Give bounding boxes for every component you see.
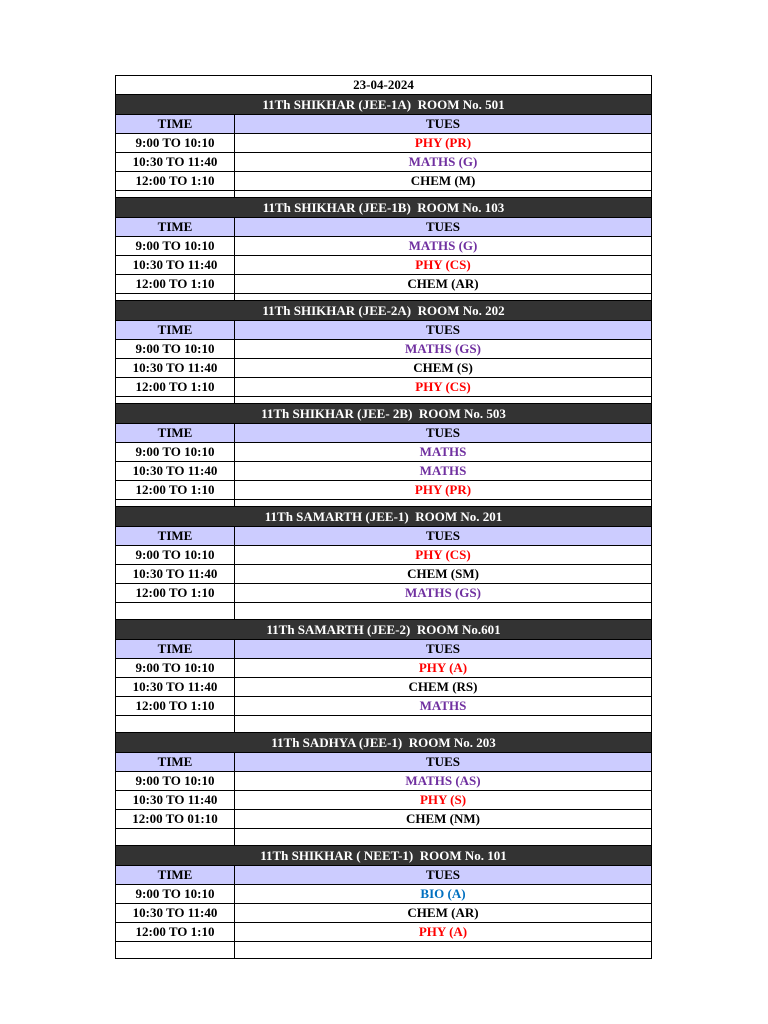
day-column-header: TUES bbox=[426, 116, 460, 131]
spacer-cell bbox=[116, 500, 235, 506]
column-header-row bbox=[116, 423, 651, 442]
table-row bbox=[116, 442, 651, 461]
section-header bbox=[116, 403, 651, 423]
slot-subject: PHY (CS) bbox=[415, 257, 471, 272]
table-row bbox=[116, 583, 651, 602]
column-header-row bbox=[116, 526, 651, 545]
slot-subject: MATHS (GS) bbox=[405, 341, 481, 356]
day-column-header: TUES bbox=[426, 322, 460, 337]
day-column-header: TUES bbox=[426, 754, 460, 769]
section-title: 11Th SHIKHAR ( NEET-1) ROOM No. 101 bbox=[260, 848, 507, 863]
slot-subject: PHY (S) bbox=[419, 792, 467, 807]
section-title: 11Th SAMARTH (JEE-1) ROOM No. 201 bbox=[264, 509, 503, 524]
slot-subject: CHEM (AR) bbox=[407, 905, 479, 920]
table-row bbox=[116, 884, 651, 903]
section-title: 11Th SAMARTH (JEE-2) ROOM No.601 bbox=[266, 622, 501, 637]
section-title: 11Th SHIKHAR (JEE- 2B) ROOM No. 503 bbox=[261, 406, 506, 421]
slot-time: 9:00 TO 10:10 bbox=[116, 340, 235, 358]
spacer-cell bbox=[235, 500, 651, 506]
date-row bbox=[116, 75, 651, 94]
table-row bbox=[116, 377, 651, 396]
table-row bbox=[116, 274, 651, 293]
slot-time: 12:00 TO 1:10 bbox=[116, 172, 235, 190]
day-column-header: TUES bbox=[426, 219, 460, 234]
time-column-header: TIME bbox=[116, 640, 235, 658]
table-row bbox=[116, 339, 651, 358]
table-row bbox=[116, 461, 651, 480]
column-header-row bbox=[116, 217, 651, 236]
time-column-header: TIME bbox=[116, 866, 235, 884]
spacer-cell bbox=[235, 294, 651, 300]
slot-subject: CHEM (M) bbox=[410, 173, 476, 188]
timetable-section bbox=[116, 506, 651, 619]
slot-subject: BIO (A) bbox=[420, 886, 466, 901]
timetable-section bbox=[116, 403, 651, 506]
slot-subject: PHY (PR) bbox=[414, 482, 472, 497]
slot-subject: CHEM (RS) bbox=[408, 679, 478, 694]
table-row bbox=[116, 903, 651, 922]
slot-time: 12:00 TO 1:10 bbox=[116, 923, 235, 941]
spacer-cell bbox=[235, 716, 651, 732]
slot-time: 9:00 TO 10:10 bbox=[116, 885, 235, 903]
table-row bbox=[116, 564, 651, 583]
slot-time: 9:00 TO 10:10 bbox=[116, 443, 235, 461]
slot-time: 10:30 TO 11:40 bbox=[116, 359, 235, 377]
slot-subject: PHY (A) bbox=[418, 660, 468, 675]
spacer-cell bbox=[235, 942, 651, 958]
spacer-cell bbox=[116, 716, 235, 732]
table-row bbox=[116, 658, 651, 677]
time-column-header: TIME bbox=[116, 753, 235, 771]
slot-subject: MATHS bbox=[419, 444, 467, 459]
table-row bbox=[116, 133, 651, 152]
time-column-header: TIME bbox=[116, 527, 235, 545]
table-row bbox=[116, 771, 651, 790]
table-row bbox=[116, 545, 651, 564]
table-row bbox=[116, 790, 651, 809]
slot-time: 10:30 TO 11:40 bbox=[116, 256, 235, 274]
column-header-row bbox=[116, 114, 651, 133]
spacer-cell bbox=[116, 294, 235, 300]
slot-time: 12:00 TO 1:10 bbox=[116, 378, 235, 396]
slot-time: 10:30 TO 11:40 bbox=[116, 565, 235, 583]
timetable-section bbox=[116, 197, 651, 300]
slot-subject: MATHS bbox=[419, 463, 467, 478]
slot-time: 12:00 TO 1:10 bbox=[116, 584, 235, 602]
spacer-row bbox=[116, 715, 651, 732]
slot-time: 12:00 TO 1:10 bbox=[116, 481, 235, 499]
slot-time: 10:30 TO 11:40 bbox=[116, 904, 235, 922]
slot-subject: MATHS (GS) bbox=[405, 585, 481, 600]
spacer-cell bbox=[235, 397, 651, 403]
table-row bbox=[116, 809, 651, 828]
section-header bbox=[116, 300, 651, 320]
spacer-cell bbox=[235, 829, 651, 845]
timetable-section bbox=[116, 845, 651, 958]
slot-time: 9:00 TO 10:10 bbox=[116, 134, 235, 152]
slot-time: 9:00 TO 10:10 bbox=[116, 546, 235, 564]
section-header bbox=[116, 197, 651, 217]
slot-subject: PHY (CS) bbox=[415, 379, 471, 394]
spacer-row bbox=[116, 190, 651, 197]
column-header-row bbox=[116, 639, 651, 658]
spacer-row bbox=[116, 602, 651, 619]
spacer-row bbox=[116, 499, 651, 506]
table-row bbox=[116, 171, 651, 190]
time-column-header: TIME bbox=[116, 115, 235, 133]
slot-time: 9:00 TO 10:10 bbox=[116, 237, 235, 255]
section-header bbox=[116, 619, 651, 639]
timetable-sheet bbox=[115, 75, 652, 959]
table-row bbox=[116, 480, 651, 499]
slot-subject: PHY (A) bbox=[418, 924, 468, 939]
spacer-cell bbox=[116, 942, 235, 958]
slot-time: 12:00 TO 01:10 bbox=[116, 810, 235, 828]
section-header bbox=[116, 845, 651, 865]
time-column-header: TIME bbox=[116, 424, 235, 442]
spacer-cell bbox=[116, 603, 235, 619]
spacer-cell bbox=[116, 397, 235, 403]
spacer-cell bbox=[116, 829, 235, 845]
section-title: 11Th SHIKHAR (JEE-1B) ROOM No. 103 bbox=[262, 200, 505, 215]
timetable-sections bbox=[116, 94, 651, 958]
slot-time: 10:30 TO 11:40 bbox=[116, 678, 235, 696]
section-title: 11Th SHIKHAR (JEE-2A) ROOM No. 202 bbox=[262, 303, 505, 318]
spacer-row bbox=[116, 941, 651, 958]
table-row bbox=[116, 696, 651, 715]
slot-subject: MATHS bbox=[419, 698, 467, 713]
slot-subject: CHEM (SM) bbox=[407, 566, 479, 581]
slot-subject: CHEM (NM) bbox=[405, 811, 480, 826]
column-header-row bbox=[116, 865, 651, 884]
slot-time: 10:30 TO 11:40 bbox=[116, 791, 235, 809]
column-header-row bbox=[116, 752, 651, 771]
spacer-cell bbox=[116, 191, 235, 197]
timetable-section bbox=[116, 732, 651, 845]
day-column-header: TUES bbox=[426, 867, 460, 882]
column-header-row bbox=[116, 320, 651, 339]
section-header bbox=[116, 94, 651, 114]
time-column-header: TIME bbox=[116, 218, 235, 236]
slot-subject: PHY (CS) bbox=[415, 547, 471, 562]
spacer-row bbox=[116, 828, 651, 845]
timetable-section bbox=[116, 300, 651, 403]
slot-time: 10:30 TO 11:40 bbox=[116, 153, 235, 171]
table-row bbox=[116, 152, 651, 171]
slot-time: 10:30 TO 11:40 bbox=[116, 462, 235, 480]
slot-subject: MATHS (G) bbox=[408, 238, 478, 253]
table-row bbox=[116, 922, 651, 941]
section-header bbox=[116, 506, 651, 526]
table-row bbox=[116, 236, 651, 255]
table-row bbox=[116, 358, 651, 377]
table-row bbox=[116, 677, 651, 696]
spacer-row bbox=[116, 396, 651, 403]
section-title: 11Th SHIKHAR (JEE-1A) ROOM No. 501 bbox=[262, 97, 505, 112]
date-label: 23-04-2024 bbox=[353, 77, 414, 92]
table-row bbox=[116, 255, 651, 274]
spacer-row bbox=[116, 293, 651, 300]
slot-time: 12:00 TO 1:10 bbox=[116, 275, 235, 293]
slot-time: 12:00 TO 1:10 bbox=[116, 697, 235, 715]
slot-subject: MATHS (AS) bbox=[405, 773, 481, 788]
time-column-header: TIME bbox=[116, 321, 235, 339]
slot-subject: CHEM (AR) bbox=[407, 276, 479, 291]
day-column-header: TUES bbox=[426, 425, 460, 440]
slot-subject: PHY (PR) bbox=[414, 135, 472, 150]
section-title: 11Th SADHYA (JEE-1) ROOM No. 203 bbox=[271, 735, 496, 750]
slot-subject: CHEM (S) bbox=[413, 360, 473, 375]
section-header bbox=[116, 732, 651, 752]
day-column-header: TUES bbox=[426, 641, 460, 656]
timetable-section bbox=[116, 619, 651, 732]
slot-subject: MATHS (G) bbox=[408, 154, 478, 169]
slot-time: 9:00 TO 10:10 bbox=[116, 772, 235, 790]
day-column-header: TUES bbox=[426, 528, 460, 543]
spacer-cell bbox=[235, 603, 651, 619]
slot-time: 9:00 TO 10:10 bbox=[116, 659, 235, 677]
timetable-section bbox=[116, 94, 651, 197]
spacer-cell bbox=[235, 191, 651, 197]
